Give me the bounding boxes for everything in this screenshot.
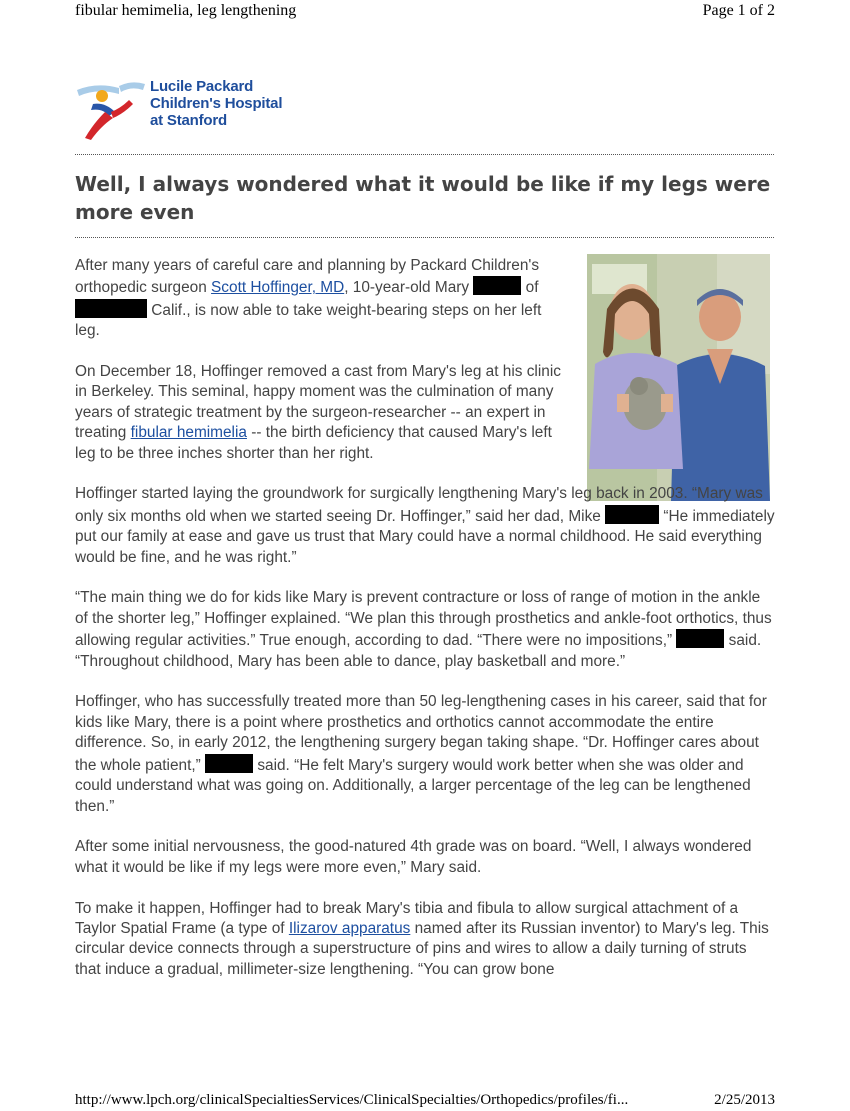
paragraph-5: Hoffinger, who has successfully treated more than 50 leg-lengthening cases in his career, said that for kids like Mary, there is a point where prosthetics and orthotics cannot accommodate the entire difference. So, in early 2012, the lengthening surgery began taking shape. “Dr. Hoffinger cares about the whole patient,” said. “He felt Mary's surgery would work better when she was older and could understand what was going on. Additionally, a larger percentage of the leg can be lengthened then.”: [75, 693, 767, 815]
logo-line-2: Children's Hospital: [150, 95, 283, 112]
paragraph-2: On December 18, Hoffinger removed a cast from Mary's leg at his clinic in Berkeley. This seminal, happy moment was the culmination of many years of strategic treatment by the surgeon-researcher -- an expert in treating fibular hemimelia -- the birth deficiency that caused Mary's left leg to be three inches shorter than her right.: [75, 363, 561, 462]
paragraph-7: To make it happen, Hoffinger had to break Mary's tibia and fibula to allow surgical attachment of a Taylor Spatial Frame (a type of Ilizarov apparatus named after its Russian inventor) to Mary's leg. This circular device connects through a superstructure of pins and wires to allow a daily turning of struts that induce a gradual, millimeter-size lengthening. “You can grow bone: [75, 899, 769, 978]
logo-line-1: Lucile Packard: [150, 78, 254, 95]
print-header: [75, 2, 775, 20]
print-doc-title: fibular hemimelia, leg lengthening: [75, 2, 297, 19]
divider-top: [75, 154, 774, 155]
print-footer: [75, 1092, 775, 1109]
redaction-bar: [605, 505, 659, 524]
logo-wordmark: [150, 78, 282, 129]
paragraph-6: After some initial nervousness, the good-natured 4th grade was on board. “Well, I always wondered what it would be like if my legs were more even,” Mary said.: [75, 838, 752, 876]
divider-bottom: [75, 237, 774, 238]
paragraph-3: Hoffinger started laying the groundwork for surgically lengthening Mary's leg back in 2003. “Mary was only six months old when we started seeing Dr. Hoffinger,” said her dad, Mike “He immediately put our family at ease and gave us trust that Mary could have a normal childhood. He said everything would be fine, and he was right.”: [75, 485, 775, 566]
hospital-logo[interactable]: [75, 78, 295, 142]
article-title: Well, I always wondered what it would be like if my legs were more even: [75, 172, 771, 224]
redaction-bar: [676, 629, 724, 648]
redaction-bar: [473, 276, 521, 295]
print-url: http://www.lpch.org/clinicalSpecialtiesServices/ClinicalSpecialties/Orthopedics/profiles/fi...: [75, 1092, 629, 1108]
paragraph-1: After many years of careful care and planning by Packard Children's orthopedic surgeon Scott Hoffinger, MD, 10-year-old Mary of Calif., is now able to take weight-bearing steps on her left leg.: [75, 257, 542, 340]
logo-figure-icon: [75, 78, 147, 142]
print-page-number: Page 1 of 2: [702, 2, 775, 19]
ilizarov-apparatus-link[interactable]: Ilizarov apparatus: [288, 919, 411, 937]
fibular-hemimelia-link[interactable]: fibular hemimelia: [130, 424, 247, 442]
paragraph-4: “The main thing we do for kids like Mary is prevent contracture or loss of range of motion in the ankle of the shorter leg,” Hoffinger explained. “We plan this through prosthetics and ankle-foot orthotics, thus allowing regular activities.” True enough, according to dad. “There were no impositions,” said. “Throughout childhood, Mary has been able to dance, play basketball and more.”: [75, 589, 772, 670]
redaction-bar: [75, 299, 147, 318]
article-body: [75, 256, 775, 1001]
surgeon-profile-link[interactable]: Scott Hoffinger, MD: [211, 279, 345, 297]
redaction-bar: [205, 754, 253, 773]
print-date: 2/25/2013: [714, 1092, 775, 1108]
logo-line-3: at Stanford: [150, 112, 227, 129]
